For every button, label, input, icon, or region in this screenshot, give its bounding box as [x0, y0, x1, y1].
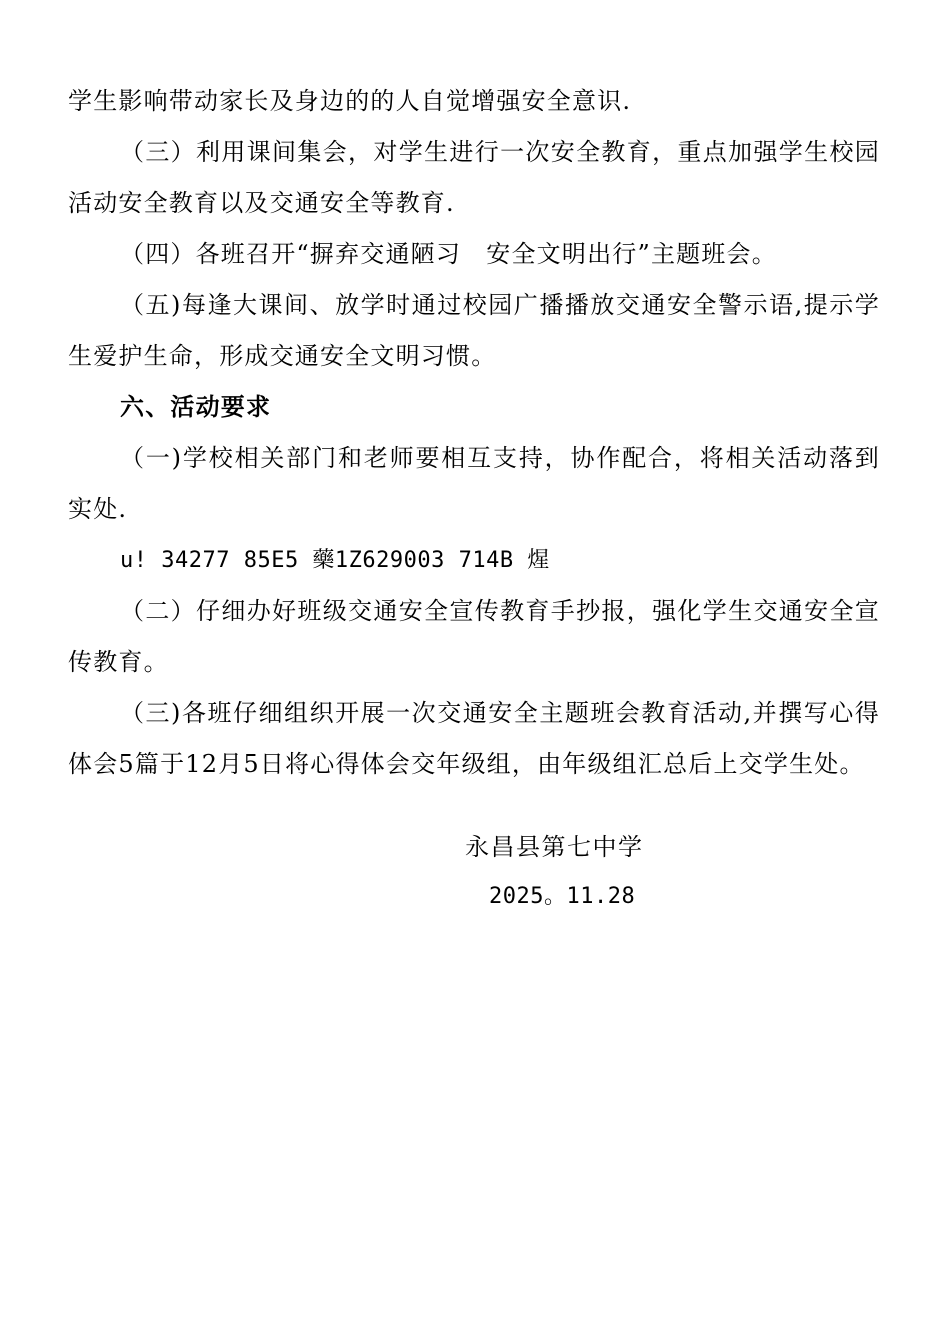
signature-organization: 永昌县第七中学	[465, 833, 644, 861]
signature-block	[465, 822, 725, 922]
paragraph-item-4: （四）各班召开“摒弃交通陋习 安全文明出行”主题班会。	[120, 240, 777, 268]
requirement-item-1: （一)学校相关部门和老师要相互支持，协作配合，将相关活动落到实处.	[68, 444, 880, 523]
document-body	[68, 76, 880, 790]
requirement-item-3: （三)各班仔细组织开展一次交通安全主题班会教育活动,并撰写心得体会5篇于12月5日将心得体会交年级组，由年级组汇总后上交学生处。	[68, 699, 880, 778]
paragraph-item-5: （五)每逢大课间、放学时通过校园广播播放交通安全警示语,提示学生爱护生命，形成交通安全文明习惯。	[68, 291, 880, 370]
section-heading: 六、活动要求	[120, 393, 272, 421]
paragraph-continuation: 学生影响带动家长及身边的的人自觉增强安全意识.	[68, 87, 632, 115]
requirement-item-2: （二）仔细办好班级交通安全宣传教育手抄报，强化学生交通安全宣传教育。	[68, 597, 880, 676]
signature-date: 2025。11.28	[489, 884, 636, 909]
paragraph-item-3: （三）利用课间集会，对学生进行一次安全教育，重点加强学生校园活动安全教育以及交通安全等教育.	[68, 138, 880, 217]
garbled-text-line: u! 34277 85E5 藥1Z629003 714B 煋	[120, 548, 550, 573]
